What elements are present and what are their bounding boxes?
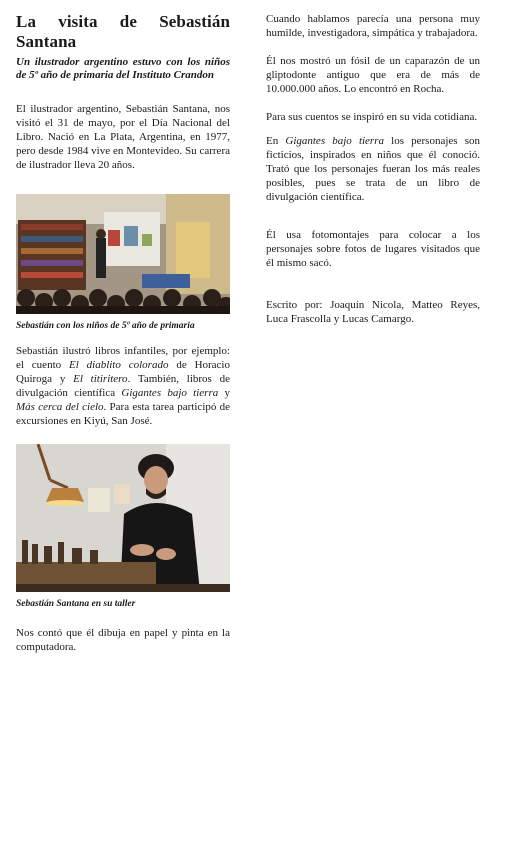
right-column bbox=[266, 12, 480, 326]
books-text-4: y bbox=[218, 387, 230, 399]
humble-paragraph: Cuando hablamos parecía una persona muy humilde, investigadora, simpática y trabajadora. bbox=[266, 13, 480, 39]
book-title-titiritero: El titiritero bbox=[73, 373, 128, 385]
books-paragraph bbox=[16, 344, 230, 428]
characters-paragraph bbox=[266, 134, 480, 204]
classroom-photo bbox=[16, 194, 230, 314]
books-text-3: . También, libros de divulgación científica bbox=[16, 373, 230, 399]
book-title-diablito: El diablito colorado bbox=[69, 359, 169, 371]
classroom-photo-image bbox=[16, 194, 230, 314]
book-title-cielo: Más cerca del cielo bbox=[16, 401, 104, 413]
article-subtitle: Un ilustrador argentino estuvo con los niños de 5º año de primaria del Instituto Crandon bbox=[16, 56, 230, 81]
authors-paragraph: Escrito por: Joaquín Nicola, Matteo Reyes, Luca Frascolla y Lucas Camargo. bbox=[266, 299, 480, 325]
fossil-paragraph: Él nos mostró un fósil de un caparazón de un gliptodonte antiguo que era de más de 10.000.000 años. Lo encontró en Rocha. bbox=[266, 55, 480, 95]
characters-text-1: En bbox=[266, 135, 286, 147]
book-title-gigantes: Gigantes bajo tierra bbox=[121, 387, 219, 399]
books-text-2: de Horacio Quiroga y bbox=[16, 359, 230, 385]
workshop-photo-image bbox=[16, 444, 230, 592]
inspiration-paragraph: Para sus cuentos se inspiró en su vida cotidiana. bbox=[266, 111, 478, 123]
photomontage-paragraph: Él usa fotomontajes para colocar a los personajes sobre fotos de lugares visitados que él mismo sacó. bbox=[266, 229, 480, 269]
characters-book-title: Gigantes bajo tierra bbox=[285, 135, 384, 147]
workshop-photo-caption: Sebastián Santana en su taller bbox=[16, 599, 136, 609]
article-title: La visita de Sebastián Santana bbox=[16, 12, 230, 51]
characters-text-2: los personajes son ficticios, inspirados en niños que él conoció. Trató que los personajes fueran los más reales posibles, pues se trata de un libro de divulgación científica. bbox=[266, 135, 480, 203]
intro-paragraph: El ilustrador argentino, Sebastián Santana, nos visitó el 31 de mayo, por el Día Nacional del Libro. Nació en La Plata, Argentina, en 1977, pero desde 1984 vive en Montevideo. Su carrera de ilustrador lleva 20 años. bbox=[16, 103, 230, 171]
drawing-paragraph: Nos contó que él dibuja en papel y pinta en la computadora. bbox=[16, 627, 230, 653]
books-text-1: Sebastián ilustró libros infantiles, por ejemplo: el cuento bbox=[16, 345, 230, 371]
classroom-photo-caption: Sebastián con los niños de 5º año de primaria bbox=[16, 321, 195, 331]
workshop-photo bbox=[16, 444, 230, 592]
books-text-5: . Para esta tarea participó de excursiones en Kiyú, San José. bbox=[16, 401, 231, 427]
left-column bbox=[16, 12, 230, 654]
